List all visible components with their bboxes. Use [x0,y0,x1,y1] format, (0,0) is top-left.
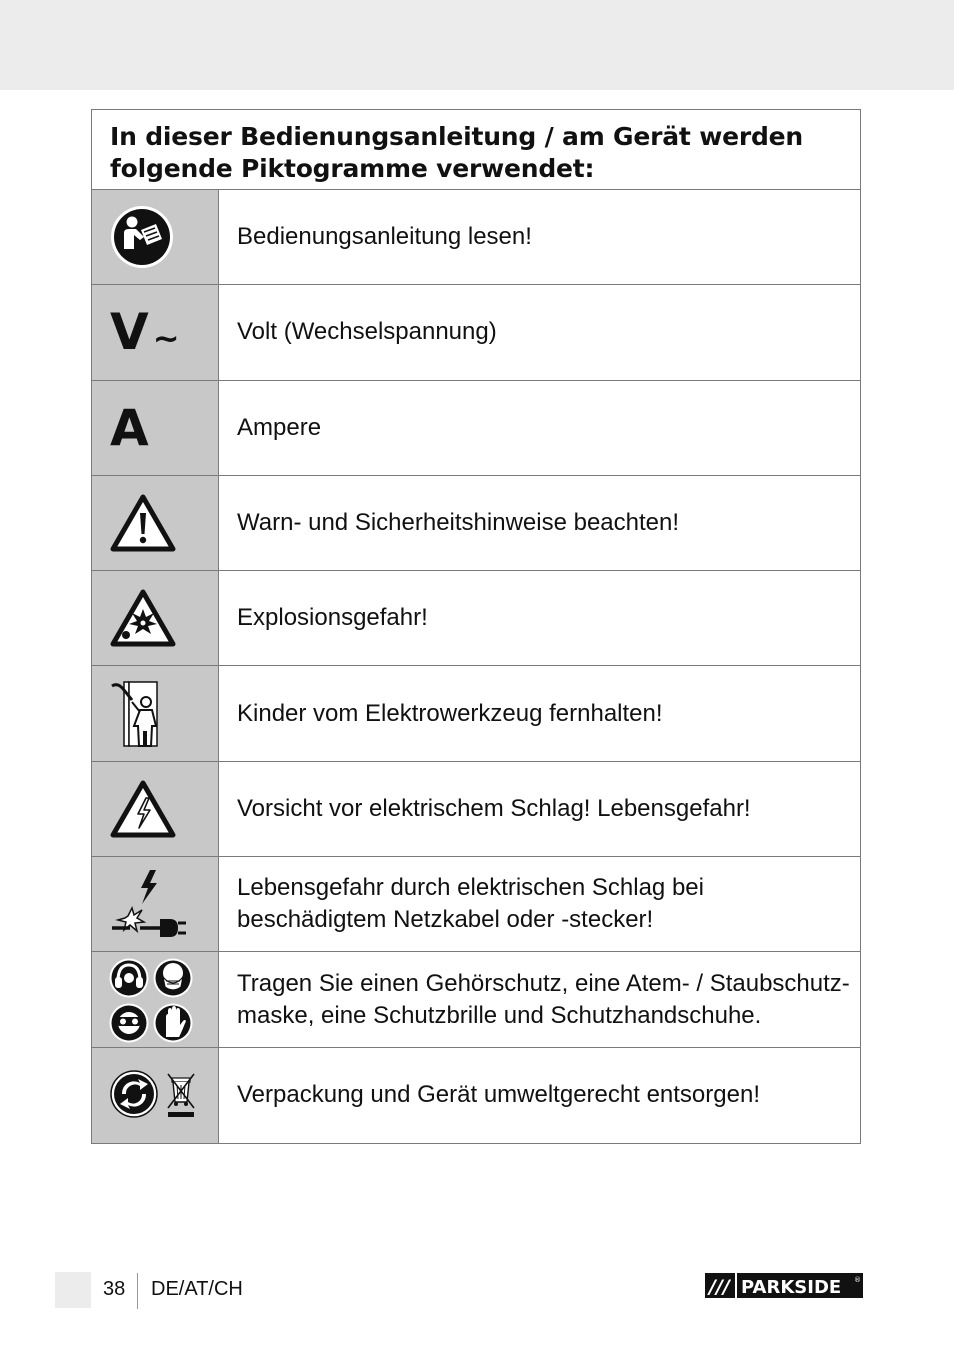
table-header [92,110,860,190]
recycling-icon [110,1070,200,1120]
top-band [0,0,954,90]
pictogram-table [91,109,861,1144]
logo-slashes: /// [709,1276,730,1298]
safety-goggles-icon [110,1003,149,1042]
row-text: Ampere [237,413,322,441]
header-line-1: In dieser Bedienungsanleitung / am Gerät werden [110,122,804,151]
ampere-icon: A [110,398,149,457]
keep-children-away-icon [110,680,168,748]
row-text: Kinder vom Elektrowerkzeug fernhalten! [237,699,663,727]
explosion-icon [110,589,176,647]
ac-symbol: ~ [152,319,180,358]
header-line-2: folgende Piktogramme verwendet: [110,154,595,183]
warning-icon [110,494,176,552]
row-text: Warn- und Sicherheitshinweise beachten! [237,509,680,537]
read-manual-icon [110,205,174,269]
row-text: Explosionsgefahr! [237,604,428,632]
green-dot-icon [111,1071,157,1117]
protective-gear-icon [109,955,195,1045]
row-text: maske, eine Schutzbrille und Schutzhandschuhe. [237,1001,762,1029]
page-number: 38 [103,1278,126,1300]
row-text: Lebensgefahr durch elektrischen Schlag bei [237,874,704,902]
volt-symbol: V [110,303,149,362]
dust-mask-icon [154,958,193,997]
table-row [92,190,860,285]
table-row [92,381,860,476]
row-text: Vorsicht vor elektrischem Schlag! Lebensgefahr! [237,794,751,822]
parkside-logo [705,1273,863,1298]
logo-wordmark: PARKSIDE [741,1277,842,1298]
table-row [92,285,860,380]
footer-marker [55,1272,91,1308]
table-row [92,1048,860,1143]
protective-gloves-icon [154,1003,193,1042]
region-code: DE/AT/CH [151,1278,243,1300]
table-row [92,666,860,761]
logo-registered-mark: ® [854,1276,861,1284]
volt-ac-icon [110,303,180,362]
row-text: Volt (Wechselspannung) [237,318,497,346]
row-text: Bedienungsanleitung lesen! [237,223,532,251]
table-row [92,857,860,952]
ear-protection-icon [110,958,149,997]
row-text: beschädigtem Netzkabel oder -stecker! [237,906,654,934]
footer-divider [137,1273,138,1309]
table-row [92,762,860,857]
table-row [92,952,860,1047]
row-text: Tragen Sie einen Gehörschutz, eine Atem- / Staubschutz- [237,969,850,997]
row-text: Verpackung und Gerät umweltgerecht entsorgen! [237,1081,760,1109]
table-row [92,476,860,571]
electric-shock-icon [110,780,176,838]
damaged-plug-icon [110,868,188,940]
crossed-bin-icon [168,1074,194,1117]
table-row [92,571,860,666]
